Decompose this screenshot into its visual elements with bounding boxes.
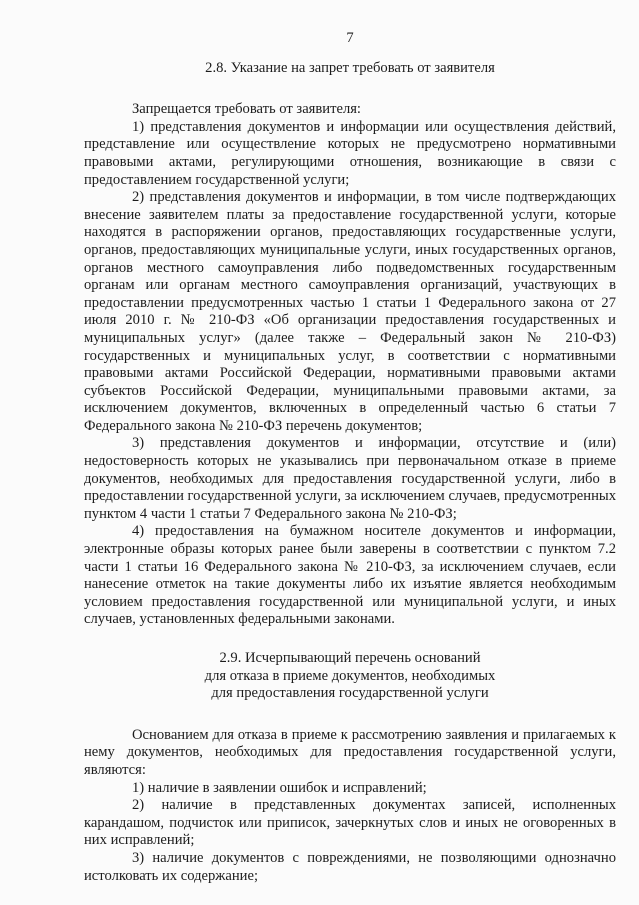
section-2-8-intro: Запрещается требовать от заявителя: (132, 101, 361, 118)
page-content (84, 30, 616, 885)
section-2-9-item-1: 1) наличие в заявлении ошибок и исправлений; (132, 779, 427, 796)
section-2-9-title-line-2: для отказа в приеме документов, необходимых (204, 667, 496, 684)
section-2-9-title (84, 650, 616, 703)
section-2-8-item-3: 3) представления документов и информации, отсутствие и (или) недостоверность которых не указывались при первоначальном отказе в приеме документов, необходимых для предоставления государственной услуги, либо в предоставлении государственной услуги, за исключением случаев, предусмотренных пунктом 4 части 1 статьи 7 Федерального закона № 210-ФЗ; (84, 435, 616, 522)
section-2-8-title: 2.8. Указание на запрет требовать от заявителя (205, 59, 495, 76)
section-2-8-item-4: 4) предоставления на бумажном носителе документов и информации, электронные образы которых ранее были заверены в соответствии с пунктом 7.2 части 1 статьи 16 Федерального закона № 210-ФЗ, за исключением случаев, если нанесение отметок на такие документы либо их изъятие является необходимым условием предоставления государственной или муниципальной услуги, и иных случаев, установленных федеральными законами. (84, 523, 616, 628)
section-2-9-title-line-1: 2.9. Исчерпывающий перечень оснований (219, 650, 481, 666)
section-2-9-title-line-3: для предоставления государственной услуги (211, 685, 489, 702)
section-2-8-item-2: 2) представления документов и информации, в том числе подтверждающих внесение заявителем платы за предоставление государственной услуги, которые находятся в распоряжении органов, предоставляющих государственные услуги, органов, предоставляющих муниципальные услуги, иных государственных органов, органов местного самоуправления либо подведомственных государственным органам или органам местного самоуправления организаций, участвующих в предоставлении предусмотренных частью 1 статьи 1 Федерального закона от 27 июля 2010 г. № 210-ФЗ «Об организации предоставления государственных и муниципальных услуг» (далее также – Федеральный закон № 210-ФЗ) государственных и муниципальных услуг, в соответствии с нормативными правовыми актами Российской Федерации, нормативными правовыми актами субъектов Российской Федерации, муниципальными правовыми актами, за исключением документов, включенных в определенный частью 6 статьи 7 Федерального закона № 210-ФЗ перечень документов; (84, 189, 616, 434)
page-number: 7 (346, 30, 354, 46)
section-2-9-item-3: 3) наличие документов с повреждениями, не позволяющими однозначно истолковать их содержание; (84, 849, 616, 884)
section-2-9-intro: Основанием для отказа в приеме к рассмотрению заявления и прилагаемых к нему документов, необходимых для предоставления государственной услуги, являются: (84, 726, 616, 778)
section-2-9-item-2: 2) наличие в представленных документах записей, исполненных карандашом, подчисток или приписок, зачеркнутых слов и иных не оговоренных в них исправлений; (84, 797, 616, 849)
section-2-8-item-1: 1) представления документов и информации или осуществления действий, представление или осуществление которых не предусмотрено нормативными правовыми актами, регулирующими отношения, возникающие в связи с предоставлением государственной услуги; (84, 118, 616, 188)
